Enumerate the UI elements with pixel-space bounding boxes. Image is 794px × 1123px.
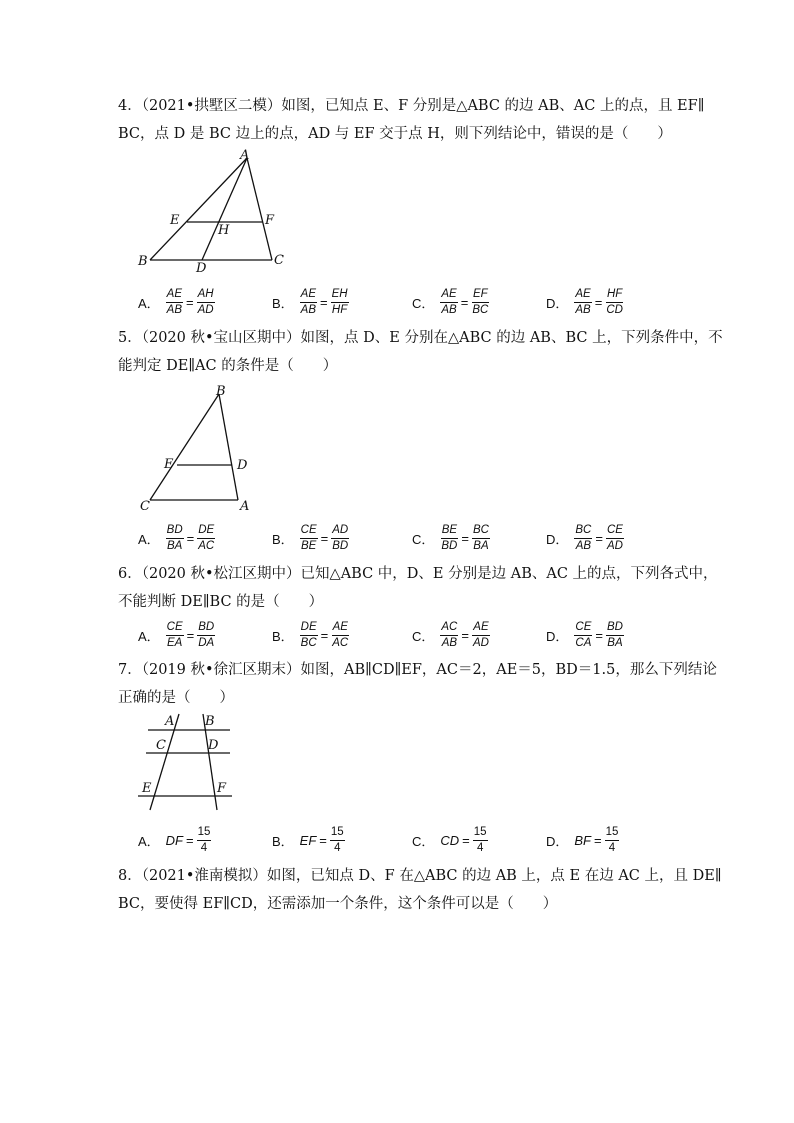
q4-side-ac [247, 158, 272, 260]
q4-label-a: A [240, 148, 250, 163]
q5-label-d: D [237, 458, 248, 473]
q5-label-c: C [140, 499, 150, 514]
question-7-options [138, 820, 698, 860]
q6-option-d[interactable]: D． $\frac{CE}{CA}$ = $\frac{BD}{BA}$ [546, 620, 623, 649]
q4-side-ab [150, 158, 247, 260]
question-5-options [138, 518, 698, 558]
question-5-figure [130, 380, 270, 515]
q7-label-b: B [205, 714, 215, 729]
question-8-stem [118, 862, 722, 918]
question-7-figure [130, 710, 240, 815]
q4-label-d: D [196, 261, 207, 276]
q4-segment-ad [202, 158, 247, 260]
question-7-line-2: 正确的是（ ） [118, 690, 234, 706]
question-4-line-1: 4．（2021•拱墅区二模）如图，已知点 E、F 分别是△ABC 的边 AB、AC 上的点，且 EF∥ [118, 98, 705, 114]
q7-option-b[interactable]: B． EF = $\frac{15}{4}$ [272, 825, 344, 854]
question-4-line-2: BC，点 D 是 BC 边上的点，AD 与 EF 交于点 H，则下列结论中，错误的是（ ） [118, 126, 672, 142]
q5-option-b[interactable]: B． $\frac{CE}{BE}$ = $\frac{AD}{BD}$ [272, 523, 349, 552]
q7-label-e: E [142, 781, 152, 796]
question-6-options [138, 615, 698, 655]
question-8-line-1: 8．（2021•淮南模拟）如图，已知点 D、F 在△ABC 的边 AB 上，点 E 在边 AC 上，且 DE∥ [118, 868, 722, 884]
q4-label-e: E [170, 213, 180, 228]
q6-option-b[interactable]: B． $\frac{DE}{BC}$ = $\frac{AE}{AC}$ [272, 620, 349, 649]
q4-option-a[interactable]: A． $\frac{AE}{AB}$ = $\frac{AH}{AD}$ [138, 287, 214, 316]
question-6-line-1: 6．（2020 秋•松江区期中）已知△ABC 中，D、E 分别是边 AB、AC 上的点，下列各式中， [118, 566, 718, 582]
q7-label-c: C [156, 738, 166, 753]
question-4-stem [118, 92, 705, 148]
q4-label-c: C [274, 253, 284, 268]
q7-option-a[interactable]: A． DF = $\frac{15}{4}$ [138, 825, 211, 854]
q4-option-b[interactable]: B． $\frac{AE}{AB}$ = $\frac{EH}{HF}$ [272, 287, 348, 316]
q7-option-c[interactable]: C． CD = $\frac{15}{4}$ [412, 825, 487, 854]
q4-label-f: F [265, 213, 275, 228]
q4-option-c[interactable]: C． $\frac{AE}{AB}$ = $\frac{EF}{BC}$ [412, 287, 489, 316]
q4-label-h: H [218, 223, 230, 238]
q5-label-b: B [216, 384, 226, 399]
question-8-line-2: BC，要使得 EF∥CD，还需添加一个条件，这个条件可以是（ ） [118, 896, 558, 912]
q5-side-bc [150, 394, 219, 500]
question-7-stem [118, 656, 717, 712]
question-5-line-1: 5．（2020 秋•宝山区期中）如图，点 D、E 分别在△ABC 的边 AB、BC 上，下列条件中，不 [118, 330, 723, 346]
q5-option-a[interactable]: A． $\frac{BD}{BA}$ = $\frac{DE}{AC}$ [138, 523, 215, 552]
q5-side-ba [219, 394, 238, 500]
q7-label-a: A [165, 714, 175, 729]
q5-option-d[interactable]: D． $\frac{BC}{AB}$ = $\frac{CE}{AD}$ [546, 523, 623, 552]
question-5-stem [118, 324, 723, 380]
q5-label-e: E [164, 457, 174, 472]
question-5-line-2: 能判定 DE∥AC 的条件是（ ） [118, 358, 338, 374]
question-4-figure [130, 148, 300, 278]
q7-label-d: D [208, 738, 219, 753]
question-6-stem [118, 560, 718, 616]
q7-option-d[interactable]: D． BF = $\frac{15}{4}$ [546, 825, 619, 854]
q4-option-d[interactable]: D． $\frac{AE}{AB}$ = $\frac{HF}{CD}$ [546, 287, 623, 316]
question-4-options [138, 282, 698, 322]
q5-label-a: A [240, 499, 250, 514]
question-7-line-1: 7．（2019 秋•徐汇区期末）如图，AB∥CD∥EF，AC＝2，AE＝5，BD＝1.5，那么下列结论 [118, 662, 717, 678]
question-6-line-2: 不能判断 DE∥BC 的是（ ） [118, 594, 324, 610]
q5-option-c[interactable]: C． $\frac{BE}{BD}$ = $\frac{BC}{BA}$ [412, 523, 489, 552]
q6-option-a[interactable]: A． $\frac{CE}{EA}$ = $\frac{BD}{DA}$ [138, 620, 215, 649]
q7-label-f: F [217, 781, 227, 796]
q4-label-b: B [138, 254, 148, 269]
q6-option-c[interactable]: C． $\frac{AC}{AB}$ = $\frac{AE}{AD}$ [412, 620, 489, 649]
